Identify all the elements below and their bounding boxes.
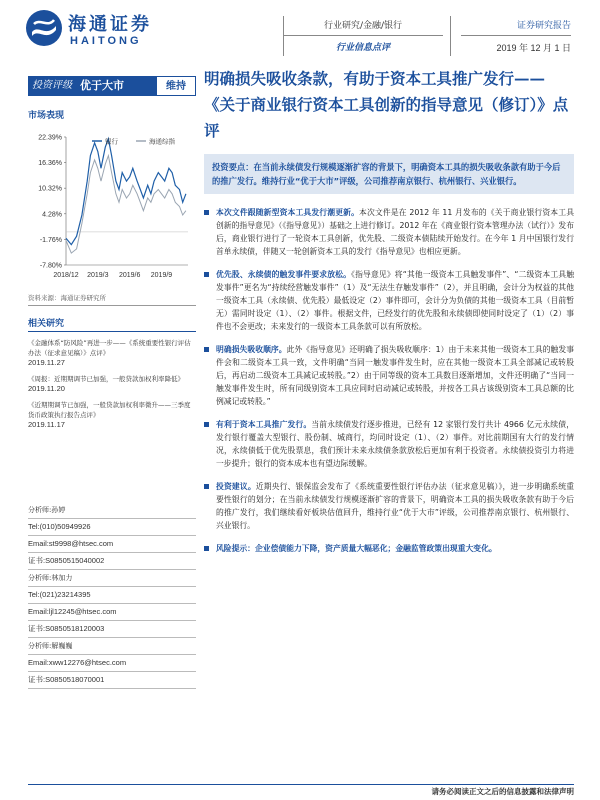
analyst-info-line: 分析师:孙婷 <box>28 502 196 519</box>
main-content <box>204 66 574 555</box>
related-item-title: 《金融体系“防风险”再进一步——《系统重要性银行评估办法（征求意见稿）》点评》 <box>28 339 191 357</box>
related-item-title: 《近期期调节已加强，一般贷款加权利率微升——三季度货币政策执行报告点评》 <box>28 401 191 419</box>
legend-label: 海通综指 <box>149 137 175 146</box>
bullet-paragraph <box>204 206 574 258</box>
rating-bar <box>28 76 196 96</box>
header-category-text: 行业研究/金融/银行 <box>283 18 443 36</box>
haitong-logo-icon <box>24 8 64 48</box>
legend-label: 银行 <box>105 137 118 146</box>
related-item-date: 2019.11.20 <box>28 384 65 393</box>
bullet-heading: 有利于资本工具推广发行。 <box>216 420 312 429</box>
bullet-paragraph <box>204 343 574 408</box>
analyst-info-line: Tel:(021)23214395 <box>28 587 196 604</box>
market-chart <box>28 127 196 287</box>
y-tick-label: 4.28% <box>42 211 62 219</box>
bullet-marker-icon <box>204 546 209 551</box>
analyst-info-line[interactable]: Email:ljl12245@htsec.com <box>28 604 196 621</box>
bullet-paragraph <box>204 268 574 333</box>
bullet-paragraph <box>204 480 574 532</box>
y-tick-label: -1.76% <box>39 236 62 244</box>
y-tick-label: 22.39% <box>38 134 62 142</box>
bullet-list <box>204 206 574 555</box>
x-tick-label: 2019/3 <box>87 272 109 279</box>
related-item-date: 2019.11.27 <box>28 358 65 367</box>
header-divider <box>450 16 451 56</box>
report-date: 2019 年 12 月 1 日 <box>496 43 571 53</box>
analyst-info-line: 证书:S0850518070001 <box>28 672 196 689</box>
y-tick-label: 10.32% <box>38 185 62 193</box>
analyst-info-line: 证书:S0850515040002 <box>28 553 196 570</box>
bullet-paragraph <box>204 542 574 555</box>
rating-action: 维持 <box>156 76 196 96</box>
related-title: 相关研究 <box>28 316 196 332</box>
related-list <box>28 338 196 430</box>
bullet-body: 近期央行、银保监会发布了《系统重要性银行评估办法（征求意见稿）》，进一步明确系统重要性银行的划分；在当前永续债发行规模逐渐扩容的背景下，明确资本工具的损失吸收条款有助于今后的推广发行，我们继续看好板块估值回升，维持行业“优于大市”评级，公司推荐南京银行、杭州银行、兴业银行。 <box>216 482 574 530</box>
analyst-info-line: Tel:(010)50949926 <box>28 519 196 536</box>
bullet-body: 此外《指导意见》还明确了损失吸收顺序：1）由于未来其他一级资本工具的触发事件会和二级资本工具一致，文件明确“当同一触发事件发生时，应在其他一级资本工具全部减记或转股后，再启动二级资本工具减记或转股。”2）由于同等级的资本工具数目逐渐增加，文件还明确了“当同一触发事件发生时，所有同级别资本工具应同时启动减记或转股，并按各工具占该级别资本工具总额的比例减记或转股。” <box>216 345 574 406</box>
analyst-info-line: 分析师:林加力 <box>28 570 196 587</box>
bullet-heading: 明确损失吸收顺序。 <box>216 345 287 354</box>
report-type: 证券研究报告 <box>461 18 571 36</box>
y-tick-label: 16.36% <box>38 160 62 168</box>
sidebar <box>28 76 196 689</box>
market-chart-svg <box>28 127 196 287</box>
related-item[interactable] <box>28 374 196 394</box>
header-subcategory-text: 行业信息点评 <box>335 43 390 53</box>
analyst-info-line: 分析师:解巍巍 <box>28 638 196 655</box>
bullet-body: 企业偿债能力下降，资产质量大幅恶化；金融监管政策出现重大变化。 <box>254 544 497 553</box>
x-tick-label: 2018/12 <box>53 272 79 279</box>
summary-box: 投资要点：在当前永续债发行规模逐渐扩容的背景下，明确资本工具的损失吸收条款有助于今后的推广发行。维持行业“优于大市”评级，公司推荐南京银行、杭州银行、兴业银行。 <box>204 154 574 194</box>
bullet-marker-icon <box>204 210 209 215</box>
bullet-marker-icon <box>204 272 209 277</box>
analyst-info-line[interactable]: Email:st9998@htsec.com <box>28 536 196 553</box>
bullet-paragraph <box>204 418 574 470</box>
report-title: 明确损失吸收条款，有助于资本工具推广发行——《关于商业银行资本工具创新的指导意见（修订）》点评 <box>204 69 569 140</box>
rating-value: 优于大市 <box>80 79 124 92</box>
haitong-logo <box>24 8 174 54</box>
header-report-meta <box>461 18 571 54</box>
bullet-heading: 风险提示： <box>216 544 255 553</box>
x-tick-label: 2019/9 <box>150 272 173 279</box>
y-tick-label: -7.80% <box>39 262 62 270</box>
footer-disclaimer: 请务必阅读正文之后的信息披露和法律声明 <box>431 787 574 796</box>
bullet-marker-icon <box>204 422 209 427</box>
bullet-marker-icon <box>204 347 209 352</box>
header-category <box>283 18 443 53</box>
bullet-body: 当前永续债发行逐步推进，已经有 12 家银行发行共计 4966 亿元永续债，发行银行覆盖大型银行、股份制、城商行，均同时设定（1）、（2）事件。对比前期国有大行的发行情况，永续债低于优先股票息，我们预计未来永续债条款放松后更加有利于投资者。永续债投资引力将进一步提升；银行的资本成本也有望边际缓解。 <box>216 420 574 468</box>
analyst-info-line[interactable]: Email:xww12276@htsec.com <box>28 655 196 672</box>
analyst-list <box>28 502 196 689</box>
bullet-body: 本次文件是在 2012 年 11 月发布的《关于商业银行资本工具创新的指导意见》（《指导意见》）基础之上进行修订。2012 年在《商业银行资本管理办法（试行）》发布后，商业银行进行了一轮资本工具创新，优先股、二级资本债陆续开始发行。在今年 1 月中国银行发行首单永续债，伴随又一轮创新资本工具的发行《指导意见》也相应更新。 <box>216 208 574 256</box>
related-item[interactable] <box>28 338 196 368</box>
bullet-body: 《指导意见》将“其他一级资本工具触发事件”、“二级资本工具触发事件”更名为“持续经营触发事件”（1）及“无法生存触发事件”（2），并且明确，会计分为权益的其他一级资本工具（永续债、优先股）最低设定（2）事件即可，会计分为负债的其他一级资本工具（目前暂无）需同时设定（1）、（2）事件。根据文件，已经发行的优先股和永续债即使同时设定了（1）（2）事件也不会更改；未来发行的一级资本工具条款可以有所放松。 <box>216 270 574 331</box>
market-title: 市场表现 <box>28 111 65 121</box>
chart-source: 资料来源：海通证券研究所 <box>28 293 196 306</box>
bullet-heading: 优先股、永续债的触发事件要求放松。 <box>216 270 352 279</box>
bullet-marker-icon <box>204 484 209 489</box>
analyst-info-line: 证书:S0850518120003 <box>28 621 196 638</box>
footer-divider <box>28 784 574 785</box>
x-tick-label: 2019/6 <box>118 272 141 279</box>
related-item[interactable] <box>28 400 196 430</box>
logo-en-text: HAITONG <box>70 35 142 47</box>
related-item-date: 2019.11.17 <box>28 420 65 429</box>
logo-cn-text: 海通证券 <box>68 14 152 35</box>
rating-label: 投资评级 <box>32 80 72 91</box>
bullet-heading: 投资建议。 <box>216 482 256 491</box>
related-item-title: 《周报：近期期调节已加强，一般贷款加权利率降低》 <box>28 375 184 383</box>
bullet-heading: 本次文件跟随新型资本工具发行潮更新。 <box>216 208 360 217</box>
